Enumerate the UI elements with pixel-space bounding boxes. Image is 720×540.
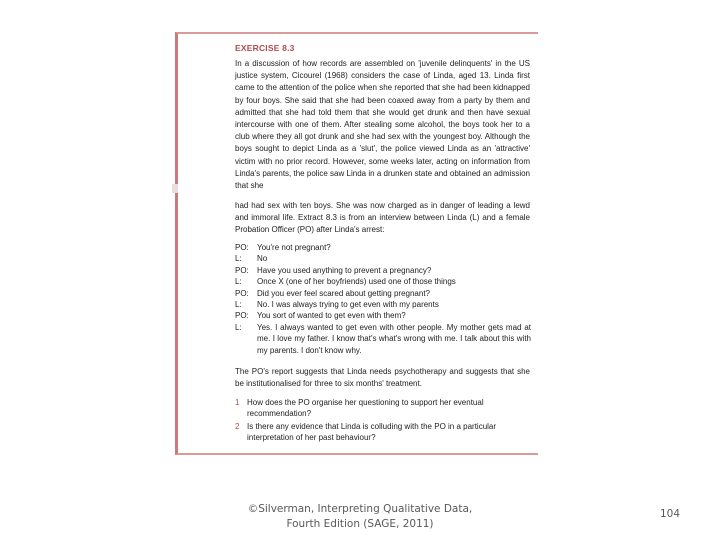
- speaker-label: PO:: [235, 288, 249, 298]
- page-number: 104: [659, 508, 681, 520]
- utterance: No: [257, 254, 268, 264]
- speaker-label: L:: [235, 322, 242, 332]
- interview-extract: [235, 242, 531, 356]
- exercise-questions: [235, 397, 531, 445]
- utterance: You sort of wanted to get even with them?: [257, 311, 406, 321]
- exercise-paragraph-1: In a discussion of how records are assembled on 'juvenile delinquents' in the US justice system, Cicourel (1968) considers the case of Linda, aged 13. Linda first came to the attention of the police when she reported that she had been kidnapped by four boys. She said that she had been coaxed away from a party by them and admitted that she had told them that she would get drunk and then have sexual intercourse with one of them. After stealing some alcohol, the boys took her to a club where they all got drunk and she had sex with the youngest boy. Although the boys sought to depict Linda as a 'slut', the police viewed Linda as an 'attractive' victim with no prior record. However, some weeks later, acting on information from Linda's parents, the police saw Linda in a drunken state and obtained an admission that she: [235, 59, 530, 191]
- speaker-label: L:: [235, 277, 242, 287]
- question-number: 1: [235, 398, 240, 407]
- dialogue-turn: [235, 242, 531, 253]
- utterance: You're not pregnant?: [257, 243, 331, 252]
- question-text: Is there any evidence that Linda is colluding with the PO in a particular interpretation of her past behaviour?: [247, 421, 497, 443]
- utterance: Yes. I always wanted to get even with other people. My mother gets mad at me. I love my father. I know that's what's wrong with me. I talk about this with my parents. I don't know why.: [257, 322, 531, 355]
- citation-line-1: ©Silverman, Interpreting Qualitative Data,: [247, 503, 473, 515]
- dialogue-turn: [235, 288, 531, 299]
- utterance: Have you used anything to prevent a pregnancy?: [257, 265, 432, 275]
- question-item: [235, 421, 531, 444]
- footer-citation: [240, 502, 480, 532]
- speaker-label: PO:: [235, 311, 249, 321]
- speaker-label: L:: [235, 300, 242, 310]
- dialogue-turn: [235, 265, 531, 276]
- citation-line-2: Fourth Edition (SAGE, 2011): [286, 518, 434, 530]
- exercise-paragraph-3: The PO's report suggests that Linda needs psychotherapy and suggests that she be institutionalised for three to six months' treatment.: [235, 367, 530, 389]
- speaker-label: PO:: [235, 243, 249, 252]
- utterance: Once X (one of her boyfriends) used one of those things: [257, 277, 456, 287]
- dialogue-turn: [235, 310, 531, 321]
- utterance: No. I was always trying to get even with my parents: [257, 300, 439, 310]
- exercise-paragraph-2: had had sex with ten boys. She was now charged as in danger of leading a lewd and immoral life. Extract 8.3 is from an interview between Linda (L) and a female Probation Officer (PO) after Linda's arrest:: [235, 201, 530, 235]
- dialogue-turn: [235, 299, 531, 310]
- speaker-label: L:: [235, 254, 242, 264]
- exercise-title: EXERCISE 8.3: [235, 43, 295, 53]
- utterance: Did you ever feel scared about getting pregnant?: [257, 288, 431, 298]
- question-number: 2: [235, 421, 240, 431]
- question-item: [235, 397, 531, 420]
- dialogue-turn: [235, 322, 531, 356]
- speaker-label: PO:: [235, 265, 249, 275]
- page-break-gap: [172, 184, 178, 193]
- dialogue-turn: [235, 276, 531, 287]
- question-text: How does the PO organise her questioning to support her eventual recommendation?: [247, 398, 484, 419]
- dialogue-turn: [235, 253, 531, 264]
